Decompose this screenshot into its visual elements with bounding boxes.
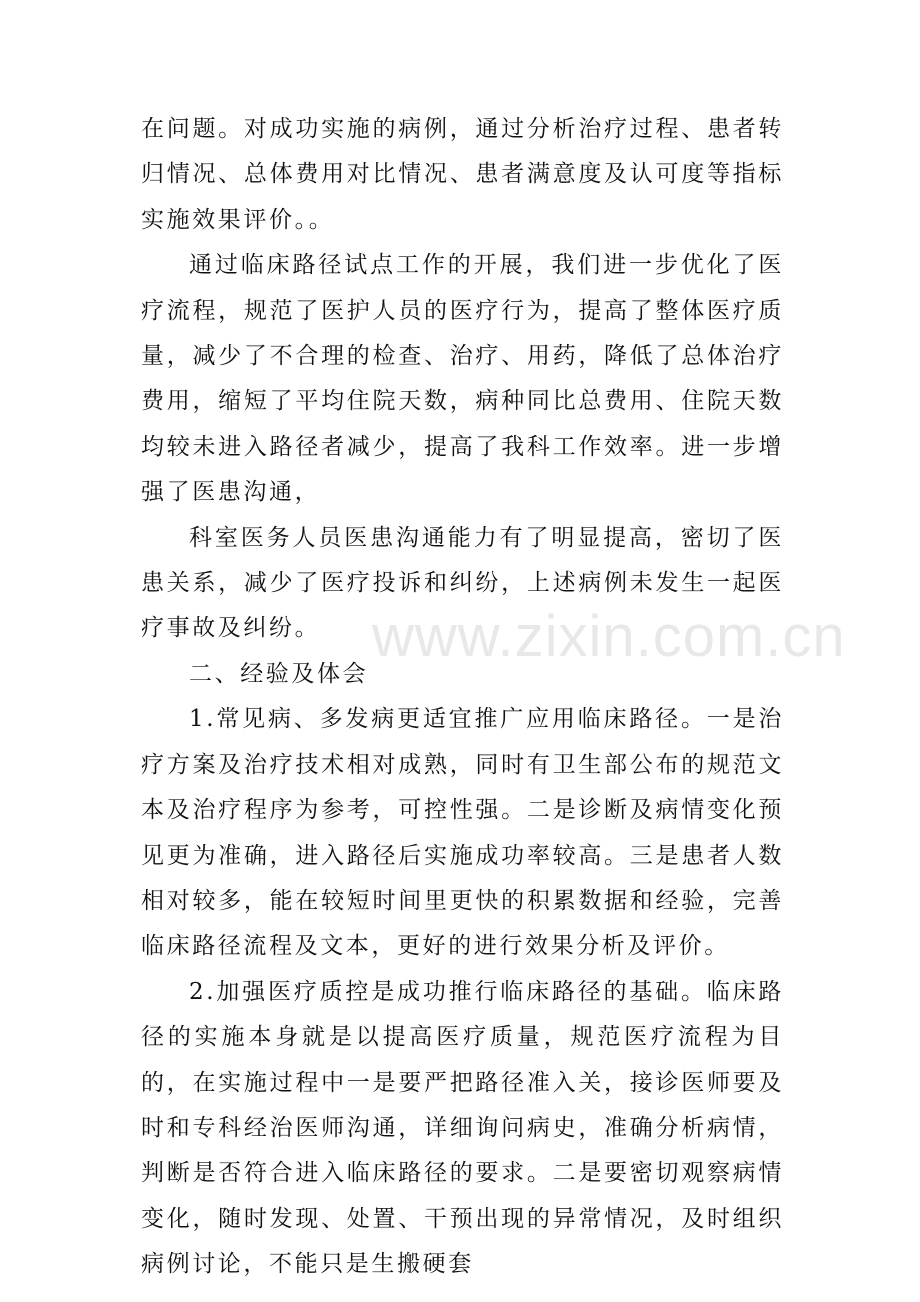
document-body [141, 107, 784, 1288]
site-watermark: www.zixin.com.cn [372, 604, 846, 669]
paragraph-communication: 科室医务人员医患沟通能力有了明显提高，密切了医患关系，减少了医疗投诉和纠纷，上述病例未发生一起医疗事故及纠纷。 [141, 524, 784, 642]
paragraph-point-2: 2.加强医疗质控是成功推行临床路径的基础。临床路径的实施本身就是以提高医疗质量，规范医疗流程为目的，在实施过程中一是要严把路径准入关，接诊医师要及时和专科经治医师沟通，详细询问病史，准确分析病情，判断是否符合进入临床路径的要求。二是要密切观察病情变化，随时发现、处置、干预出现的异常情况，及时组织病例讨论，不能只是生搬硬套 [141, 978, 784, 1278]
section-heading-experience: 二、经验及体会 [189, 660, 369, 687]
paragraph-point-1: 1.常见病、多发病更适宜推广应用临床路径。一是治疗方案及治疗技术相对成熟，同时有卫生部公布的规范文本及治疗程序为参考，可控性强。二是诊断及病情变化预见更为准确，进入路径后实施成功率较高。三是患者人数相对较多，能在较短时间里更快的积累数据和经验，完善临床路径流程及文本，更好的进行效果分析及评价。 [141, 706, 784, 960]
paragraph-continuation: 在问题。对成功实施的病例，通过分析治疗过程、患者转归情况、总体费用对比情况、患者满意度及认可度等指标实施效果评价。。 [141, 116, 784, 233]
paragraph-results: 通过临床路径试点工作的开展，我们进一步优化了医疗流程，规范了医护人员的医疗行为，提高了整体医疗质量，减少了不合理的检查、治疗、用药，降低了总体治疗费用，缩短了平均住院天数，病种同比总费用、住院天数均较未进入路径者减少，提高了我科工作效率。进一步增强了医患沟通， [141, 252, 784, 506]
